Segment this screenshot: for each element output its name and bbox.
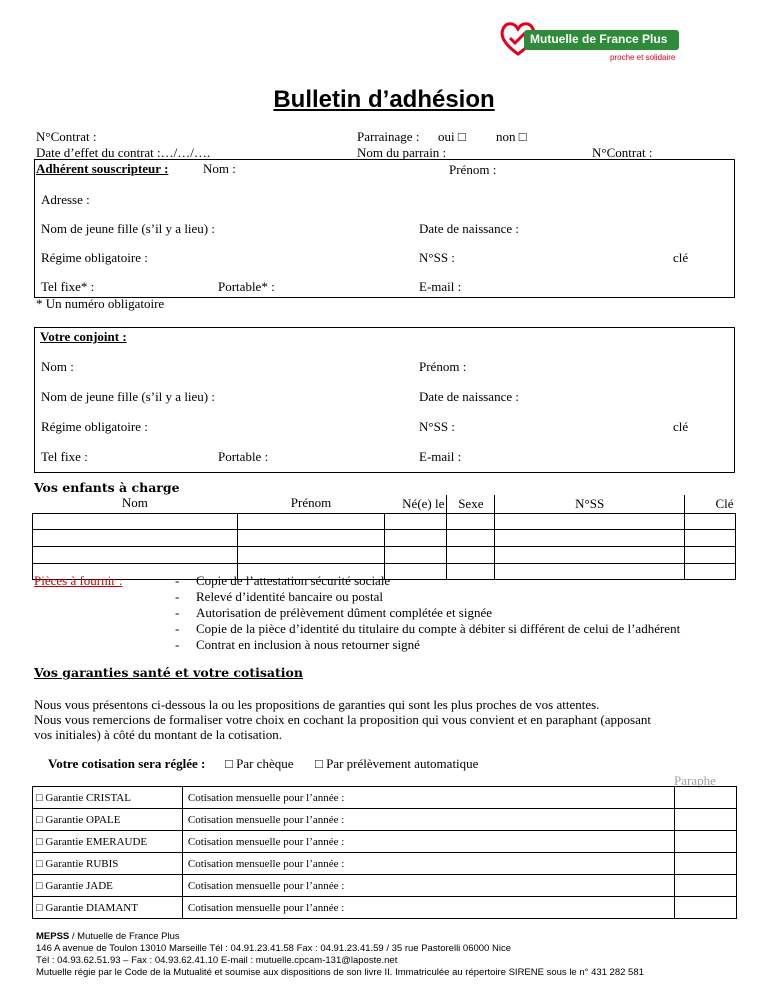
table-row: [33, 853, 737, 875]
paraphe-cell[interactable]: [675, 787, 737, 809]
enfants-heading: Vos enfants à charge: [34, 480, 180, 495]
pay-by-direct-debit-checkbox[interactable]: □ Par prélèvement automatique: [315, 756, 479, 771]
souscripteur-regime-label: Régime obligatoire :: [41, 250, 148, 265]
pieces-list: [175, 573, 680, 653]
paraphe-label: Paraphe: [674, 773, 716, 788]
table-row: [33, 831, 737, 853]
souscripteur-portable-label: Portable* :: [218, 279, 275, 294]
logo-tagline: proche et solidaire: [610, 53, 676, 62]
contract-number-label: N°Contrat :: [36, 129, 97, 144]
enfants-header-row: [33, 495, 736, 513]
souscripteur-naissance-label: Date de naissance :: [419, 221, 519, 236]
conjoint-heading: Votre conjoint :: [40, 329, 127, 344]
table-row: [33, 897, 737, 919]
phone-required-note: * Un numéro obligatoire: [36, 296, 165, 311]
souscripteur-email-label: E-mail :: [419, 279, 462, 294]
garantie-rubis-checkbox[interactable]: □ Garantie RUBIS: [33, 853, 183, 875]
table-row[interactable]: [33, 513, 736, 529]
table-row: [33, 809, 737, 831]
table-row[interactable]: [33, 529, 736, 546]
column-header: Sexe: [447, 495, 495, 513]
conjoint-cle-label: clé: [673, 419, 689, 434]
garantie-cristal-checkbox[interactable]: □ Garantie CRISTAL: [33, 787, 183, 809]
paraphe-cell[interactable]: [675, 831, 737, 853]
column-header: Prénom: [237, 495, 385, 513]
pay-by-cheque-checkbox[interactable]: □ Par chèque: [225, 756, 294, 771]
parrainage-label: Parrainage :: [357, 129, 420, 144]
souscripteur-nom-label: Nom :: [203, 161, 236, 176]
cotisation-cell: Cotisation mensuelle pour l’année :: [182, 787, 674, 809]
garantie-diamant-checkbox[interactable]: □ Garantie DIAMANT: [33, 897, 183, 919]
paraphe-cell[interactable]: [675, 853, 737, 875]
cotisation-cell: Cotisation mensuelle pour l’année :: [182, 875, 674, 897]
souscripteur-cle-label: clé: [673, 250, 689, 265]
table-row: [33, 787, 737, 809]
footer: [36, 931, 644, 979]
column-header: N°SS: [495, 495, 685, 513]
parrainage-oui-checkbox[interactable]: oui □: [438, 129, 466, 144]
souscripteur-tel-fixe-label: Tel fixe* :: [41, 279, 95, 294]
garanties-instructions-2: vos initiales) à côté du montant de la cotisation.: [34, 727, 283, 742]
souscripteur-nss-label: N°SS :: [419, 250, 455, 265]
list-item: - Copie de l’attestation sécurité sociale: [175, 573, 391, 588]
list-item: - Contrat en inclusion à nous retourner signé: [175, 637, 420, 652]
souscripteur-adresse-label: Adresse :: [41, 192, 90, 207]
list-item: - Relevé d’identité bancaire ou postal: [175, 589, 383, 604]
table-row: [33, 875, 737, 897]
cotisation-cell: Cotisation mensuelle pour l’année :: [182, 831, 674, 853]
column-header: Nom: [33, 495, 238, 513]
conjoint-email-label: E-mail :: [419, 449, 462, 464]
contract-date-label: Date d’effet du contrat :…/…/….: [36, 145, 211, 160]
paraphe-cell[interactable]: [675, 897, 737, 919]
parrainage-non-checkbox[interactable]: non □: [496, 129, 527, 144]
page-title: Bulletin d’adhésion: [273, 86, 495, 113]
logo: [498, 14, 682, 66]
garantie-jade-checkbox[interactable]: □ Garantie JADE: [33, 875, 183, 897]
logo-text: Mutuelle de France Plus: [530, 32, 668, 46]
footer-contact: Tél : 04.93.62.51.93 – Fax : 04.93.62.41.10 E-mail : mutuelle.cpcam-131@laposte.net: [36, 955, 398, 966]
cotisation-label: Votre cotisation sera réglée :: [48, 756, 206, 771]
list-item: - Autorisation de prélèvement dûment complétée et signée: [175, 605, 493, 620]
parrain-contract-label: N°Contrat :: [592, 145, 653, 160]
conjoint-naissance-label: Date de naissance :: [419, 389, 519, 404]
footer-brand: MEPSS: [36, 931, 70, 942]
parrain-name-label: Nom du parrain :: [357, 145, 447, 160]
conjoint-regime-label: Régime obligatoire :: [41, 419, 148, 434]
garantie-opale-checkbox[interactable]: □ Garantie OPALE: [33, 809, 183, 831]
cotisation-cell: Cotisation mensuelle pour l’année :: [182, 809, 674, 831]
souscripteur-jeune-fille-label: Nom de jeune fille (s’il y a lieu) :: [41, 221, 216, 236]
garanties-heading: Vos garanties santé et votre cotisation: [34, 665, 303, 680]
conjoint-portable-label: Portable :: [218, 449, 269, 464]
paraphe-cell[interactable]: [675, 875, 737, 897]
conjoint-nom-label: Nom :: [41, 359, 74, 374]
conjoint-nss-label: N°SS :: [419, 419, 455, 434]
column-header: Clé: [685, 495, 736, 513]
garantie-emeraude-checkbox[interactable]: □ Garantie EMERAUDE: [33, 831, 183, 853]
footer-legal: Mutuelle régie par le Code de la Mutualité et soumise aux dispositions de son livre II. Immatriculée au répertoire SIRENE sous le n° 431 282 581: [36, 967, 644, 978]
table-row[interactable]: [33, 546, 736, 563]
garanties-instructions-1: Nous vous remercions de formaliser votre choix en cochant la proposition qui vous convient et en paraphant (apposant: [34, 712, 651, 727]
souscripteur-heading: Adhérent souscripteur :: [36, 161, 169, 176]
paraphe-cell[interactable]: [675, 809, 737, 831]
footer-brand-name: / Mutuelle de France Plus: [69, 931, 180, 942]
conjoint-tel-fixe-label: Tel fixe :: [41, 449, 88, 464]
souscripteur-prenom-label: Prénom :: [449, 162, 497, 177]
list-item: - Copie de la pièce d’identité du titulaire du compte à débiter si différent de celui de l’adhérent: [175, 621, 681, 636]
pieces-heading: Pièces à fournir :: [34, 573, 123, 588]
enfants-table: [32, 495, 736, 580]
cotisation-cell: Cotisation mensuelle pour l’année :: [182, 853, 674, 875]
conjoint-prenom-label: Prénom :: [419, 359, 467, 374]
cotisation-cell: Cotisation mensuelle pour l’année :: [182, 897, 674, 919]
footer-address: 146 A avenue de Toulon 13010 Marseille Tél : 04.91.23.41.58 Fax : 04.91.23.41.59 / 35 rue Pastorelli 06000 Nice: [36, 943, 511, 954]
garanties-table: [32, 786, 737, 919]
column-header: Né(e) le: [385, 495, 447, 513]
garanties-intro: Nous vous présentons ci-dessous la ou les propositions de garanties qui sont les plus proches de vos attentes.: [34, 697, 600, 712]
conjoint-jeune-fille-label: Nom de jeune fille (s’il y a lieu) :: [41, 389, 216, 404]
